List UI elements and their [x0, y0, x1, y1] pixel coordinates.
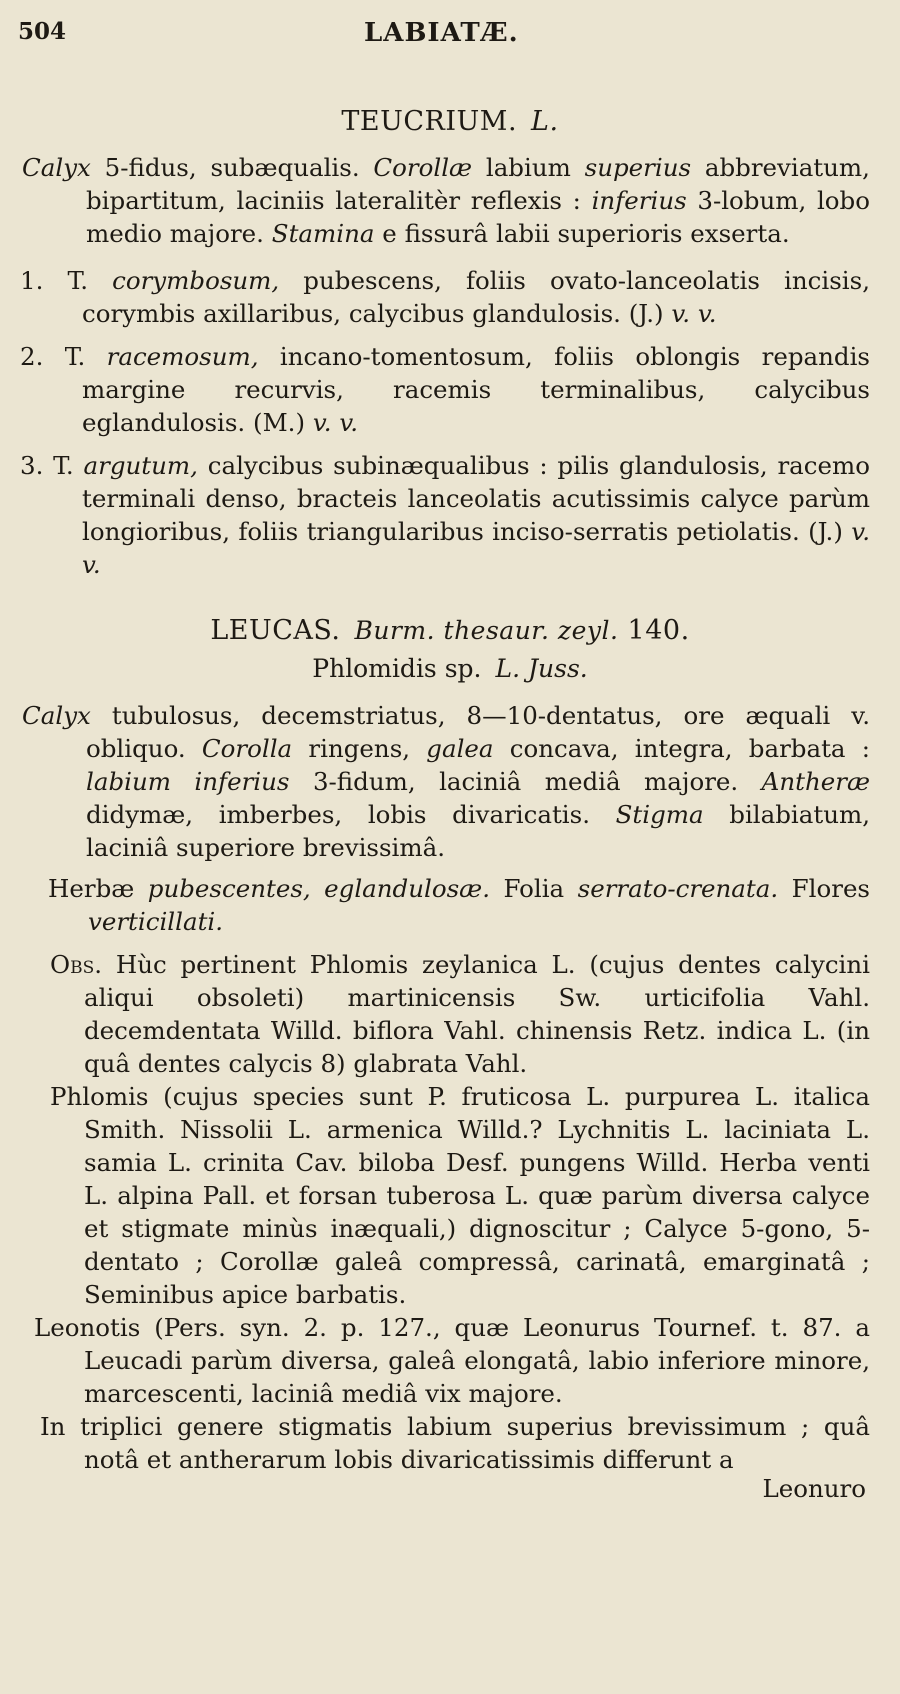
genus-name: TEUCRIUM.	[341, 106, 518, 137]
synonym-text: Phlomidis sp.	[312, 654, 482, 683]
labium-text: 3-fidum, laciniâ mediâ majore.	[312, 767, 739, 796]
species-entry	[0, 340, 900, 439]
genus-authority: L.	[531, 106, 559, 137]
observation-label: Obs.	[50, 950, 103, 979]
genus-heading-teucrium	[0, 106, 900, 137]
synonym-line	[0, 654, 900, 683]
species-name: argutum,	[83, 451, 198, 480]
superius-label: superius	[584, 153, 692, 182]
genus-heading-leucas	[0, 615, 900, 646]
habit-italic: pubescentes, eglandulosæ.	[147, 874, 490, 903]
stamina-text: e fissurâ labii superioris exserta.	[382, 219, 790, 248]
running-title: LABIATÆ.	[364, 18, 519, 48]
page-number: 504	[18, 18, 67, 45]
stigma-text: bilabiatum, laciniâ superiore brevissimâ.	[86, 800, 870, 862]
observation-text: In triplici genere stigmatis labium superius brevissimum ; quâ notâ et antherarum lobis divaricatissimis differunt a	[40, 1412, 870, 1474]
observation-text: Phlomis (cujus species sunt P. fruticosa L. purpurea L. italica Smith. Nissolii L. armenica Willd.? Lychnitis L. laciniata L. samia L. crinita Cav. biloba Desf. pungens Willd. Herba venti L. alpina Pall. et forsan tuberosa L. quæ parùm diversa calyce et stigmate minùs inæquali,) dignoscitur ; Calyce 5-gono, 5-dentato ; Corollæ galeâ compressâ, carinatâ, emarginatâ ; Seminibus apice barbatis.	[50, 1082, 870, 1309]
galea-text: concava, integra, barbata :	[509, 734, 870, 763]
labium-label: labium inferius	[86, 767, 290, 796]
corolla-text: labium	[485, 153, 571, 182]
habit-italic: serrato-crenata.	[577, 874, 779, 903]
observation-paragraph	[0, 1311, 900, 1410]
species-number: 1. T.	[20, 266, 89, 295]
habit-text: Herbæ	[48, 874, 135, 903]
species-text: pubescens, foliis ovato-lanceolatis incisis, corymbis axillaribus, calycibus glandulosis. (J.)	[82, 266, 870, 328]
catchword: Leonuro	[762, 1474, 866, 1503]
running-head	[0, 14, 900, 54]
antherae-label: Antheræ	[761, 767, 870, 796]
genus-description	[0, 699, 900, 864]
corolla-label: Corollæ	[373, 153, 473, 182]
genus-description	[0, 151, 900, 250]
vidi-vivam: v. v.	[312, 408, 359, 437]
inferius-label: inferius	[591, 186, 687, 215]
habit-text: Flores	[791, 874, 871, 903]
stigma-label: Stigma	[615, 800, 704, 829]
stamina-label: Stamina	[271, 219, 375, 248]
species-text: calycibus subinæqualibus : pilis glandulosis, racemo terminali denso, bracteis lanceolatis acutissimis calyce parùm longioribus, foliis triangularibus inciso-serratis petiolatis. (J.)	[82, 451, 870, 546]
observation-paragraph	[0, 1410, 900, 1476]
observation-text: Hùc pertinent Phlomis zeylanica L. (cujus dentes calycini aliqui obsoleti) martinicensis Sw. urticifolia Vahl. decemdentata Willd. biflora Vahl. chinensis Retz. indica L. (in quâ dentes calycis 8) glabrata Vahl.	[84, 950, 870, 1078]
species-entry	[0, 449, 900, 581]
corolla-text: abbreviatum, bipartitum, laciniis lateralitèr reflexis :	[86, 153, 870, 215]
species-number: 2. T.	[20, 342, 86, 371]
genus-name: LEUCAS.	[210, 615, 341, 646]
galea-label: galea	[426, 734, 494, 763]
species-entry	[0, 264, 900, 330]
genus-reference: Burm. thesaur. zeyl.	[354, 616, 619, 645]
observation-paragraph	[0, 948, 900, 1080]
calyx-text: tubulosus, decemstriatus, 8—10-dentatus, ore æquali v. obliquo.	[86, 701, 870, 763]
species-number: 3. T.	[20, 451, 74, 480]
vidi-vivam: v. v.	[671, 299, 717, 328]
calyx-text: 5-fidus, subæqualis.	[104, 153, 360, 182]
observation-text: Leonotis (Pers. syn. 2. p. 127., quæ Leonurus Tournef. t. 87. a Leucadi parùm diversa, galeâ elongatâ, labio inferiore minore, marcescenti, laciniâ mediâ vix majore.	[34, 1313, 870, 1408]
habit-text: Folia	[503, 874, 565, 903]
observation-paragraph	[0, 1080, 900, 1311]
species-name: corymbosum,	[112, 266, 280, 295]
reference-page: 140.	[627, 615, 690, 646]
calyx-label: Calyx	[22, 701, 91, 730]
calyx-label: Calyx	[22, 153, 91, 182]
habit-italic: verticillati.	[88, 907, 224, 936]
species-text: incano-tomentosum, foliis oblongis repandis margine recurvis, racemis terminalibus, calycibus eglandulosis. (M.)	[82, 342, 870, 437]
vidi-vivam: v. v.	[82, 517, 870, 579]
corolla-text: ringens,	[308, 734, 411, 763]
habit-note	[0, 872, 900, 938]
corolla-label: Corolla	[201, 734, 293, 763]
synonym-authority: L. Juss.	[495, 654, 588, 683]
corolla-text: 3-lobum, lobo medio majore.	[86, 186, 870, 248]
species-name: racemosum,	[106, 342, 259, 371]
antherae-text: didymæ, imberbes, lobis divaricatis.	[86, 800, 591, 829]
